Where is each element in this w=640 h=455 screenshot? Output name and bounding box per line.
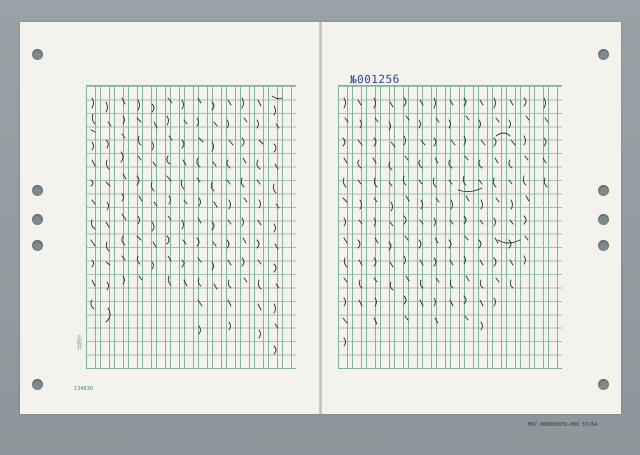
page-spine [319,22,322,414]
binding-hole [32,240,43,251]
manuscript-number-stamp: №001256 [349,72,400,87]
archive-reference-code: M07.00B000039-000 57/64 [528,422,598,428]
binding-hole [32,214,43,225]
handwriting-right [338,90,564,380]
side-margin-note: 出版社 [76,335,82,350]
binding-hole [598,214,609,225]
binding-hole [598,49,609,60]
handwriting-left [86,90,298,380]
binding-hole [598,240,609,251]
binding-hole [32,185,43,196]
binding-hole [32,379,43,390]
binding-hole [32,49,43,60]
binding-hole [598,185,609,196]
binding-hole [598,379,609,390]
left-footer-code: 134830 [74,386,94,392]
